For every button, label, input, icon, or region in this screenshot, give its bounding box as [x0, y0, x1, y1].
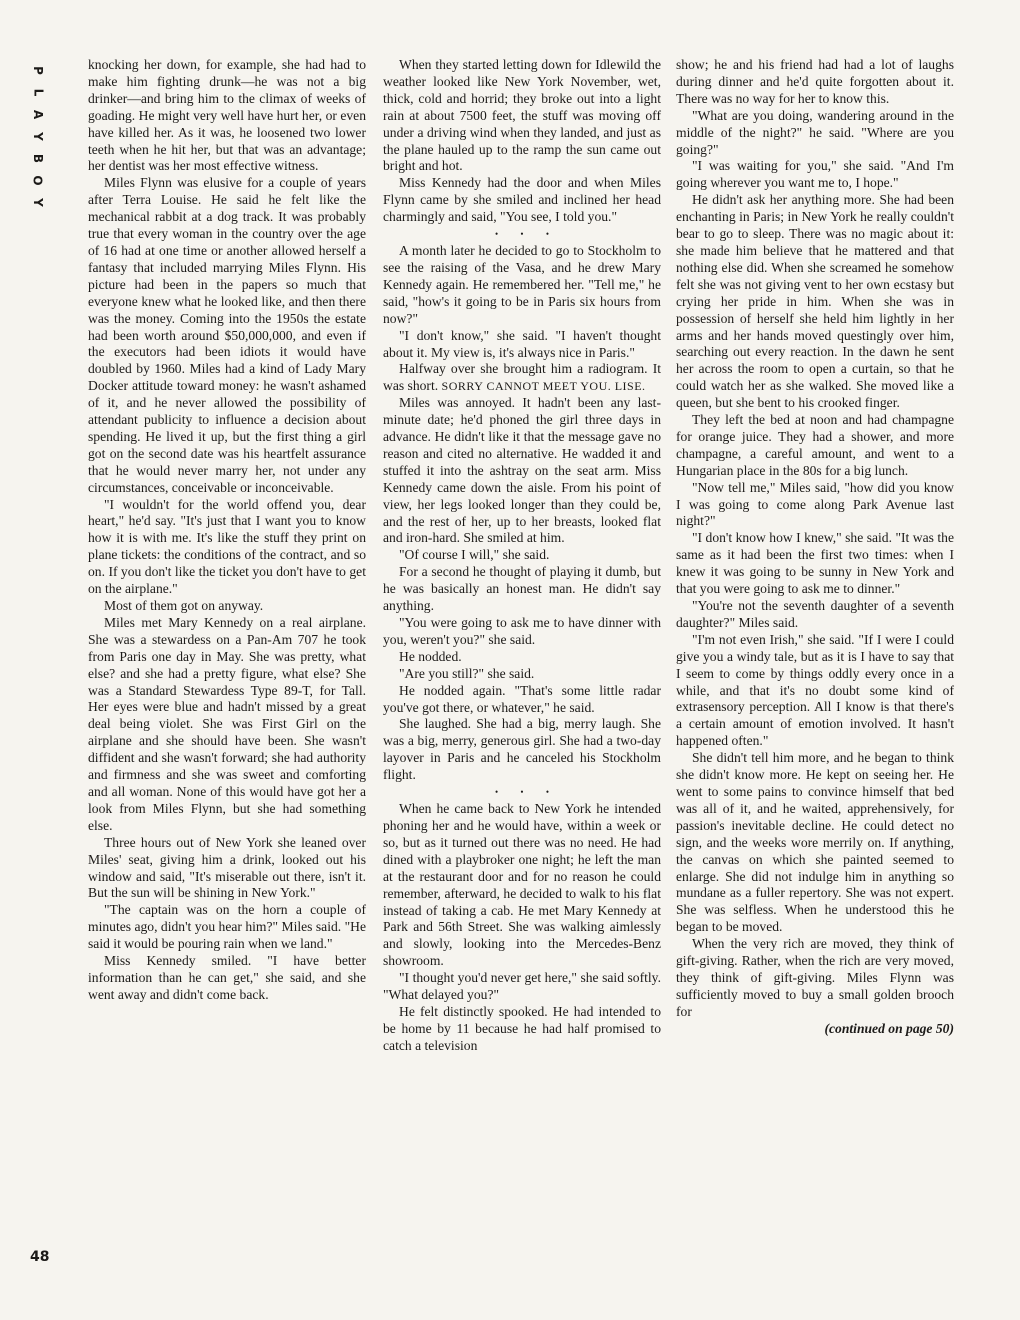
paragraph: "I thought you'd never get here," she said softly. "What delayed you?"	[383, 970, 661, 1003]
paragraph: He nodded again. "That's some little radar you've got there, or whatever," he said.	[383, 682, 661, 715]
paragraph: "The captain was on the horn a couple of minutes ago, didn't you hear him?" Miles said. "He said it would be pouring rain when we land."	[88, 902, 366, 952]
paragraph-text: Halfway over she brought him a radiogram. It was short.	[383, 361, 661, 394]
paragraph: show; he and his friend had had a lot of laughs during dinner and he'd quite forgotten about it. There was no way for her to know this.	[676, 57, 954, 106]
paragraph: Miles met Mary Kennedy on a real airplane. She was a stewardess on a Pan-Am 707 he took from Paris one day in May. She was pretty, what else? and she had a pretty figure, what else? She was a Standard Stewardess Type 89-T, for Tall. Her eyes were blue and hadn't missed by a great deal being violet. She was First Girl on the airplane and she should have been. She wasn't diffident and she wasn't forward; she had authority and firmness and she was sweet and comforting and all woman. None of this would have got her a look from Miles Flynn, but she had something else.	[88, 614, 366, 833]
running-head-letter: B	[31, 153, 45, 165]
paragraph: He didn't ask her anything more. She had been enchanting in Paris; in New York he really couldn't bear to go to sleep. There was no magic about it: she made him believe that he mattered and that nothing else did. When she screamed he somehow felt she was not giving vent to her own ecstasy but crying her pride in him. When she was in possession of herself she held him lightly in her arms and her hands moved questingly over him, searching out every reaction. In the dawn he sent her across the room to open a curtain, so that he could watch her as she walked. She moved like a queen, but she bent to his crooked finger.	[676, 192, 954, 411]
paragraph: knocking her down, for example, she had had to make him fighting drunk—he was not a big drinker—and bring him to the climax of weeks of goading. He might very well have hurt her, or even have killed her. As it was, he loosened two lower teeth when he hit her, but that was an advantage; her dentist was her most effective witness.	[88, 57, 366, 174]
running-head-letter: P	[30, 66, 45, 76]
paragraph: For a second he thought of playing it dumb, but he was basically an honest man. He didn't say anything.	[383, 564, 661, 614]
paragraph: "I'm not even Irish," she said. "If I were I could give you a windy tale, but as it is I have to say that I seem to come by things oddly every once in a while, and that it's no doubt some kind of extrasensory perception. All I know is that there's a certain amount of emotion involved. It hasn't happened often."	[676, 631, 954, 749]
running-head-letter: L	[31, 88, 45, 98]
paragraph: Most of them got on anyway.	[104, 598, 264, 613]
text-column-2	[383, 57, 661, 1055]
paragraph: "Now tell me," Miles said, "how did you know I was going to come along Park Avenue last night?"	[676, 479, 954, 529]
paragraph: He felt distinctly spooked. He had intended to be home by 11 because he had half promised to catch a television	[383, 1003, 661, 1053]
running-head	[18, 60, 58, 214]
paragraph: "You were going to ask me to have dinner with you, weren't you?" she said.	[383, 615, 661, 647]
paragraph: Three hours out of New York she leaned over Miles' seat, giving him a drink, looked out his window and said, "It's miserable out there, isn't it. But the sun will be shining in New York."	[88, 834, 366, 901]
running-head-letter: Y	[30, 132, 45, 142]
paragraph: "Of course I will," she said.	[399, 547, 550, 563]
running-head-letter: A	[30, 109, 45, 121]
paragraph: "What are you doing, wandering around in the middle of the night?" he said. "Where are you going?"	[676, 107, 954, 157]
paragraph: "I don't know," she said. "I haven't thought about it. My view is, it's always nice in Paris."	[383, 327, 661, 360]
radiogram-text: SORRY CANNOT MEET YOU. LISE.	[441, 379, 646, 394]
paragraph: "You're not the seventh daughter of a seventh daughter?" Miles said.	[676, 598, 954, 630]
paragraph: "I was waiting for you," she said. "And I'm going wherever you want me to, I hope."	[676, 158, 954, 191]
paragraph: Miss Kennedy had the door and when Miles Flynn came by she smiled and inclined her head charmingly and said, "You see, I told you."	[383, 175, 661, 225]
paragraph: "I wouldn't for the world offend you, dear heart," he'd say. "It's just that I want you to know how it is with me. It's like the stuff they print on plane tickets: the conditions of the contract, and so on. If you don't like the ticket you don't have to get on the airplane."	[88, 496, 366, 597]
paragraph: Miles Flynn was elusive for a couple of years after Terra Louise. He said he felt like the mechanical rabbit at a dog track. It was probably true that every woman in the country over the age of 16 had at one time or another allowed herself a fantasy that included marrying Miles Flynn. His picture had been in the papers so much that everyone knew what he looked like, and then there was the money. Coming into the 1950s the estate had been worth around $50,000,000, and even if the executors had been idiots it would have doubled by 1960. Miles had a kind of Lady Mary Docker attitude toward money: he wasn't ashamed of it, and he never allowed the possibility of attendant publicity to influence a decision about spending. He lived it up, but the first thing a girl got on the second date was his heartfelt assurance that he would never marry her, not under any circumstances, conceivable or inconceivable.	[88, 175, 366, 495]
text-column-3	[676, 57, 954, 1038]
paragraph	[383, 361, 661, 395]
section-break: • • •	[495, 229, 559, 240]
text-column-1	[88, 57, 366, 1004]
paragraph: When the very rich are moved, they think of gift-giving. Rather, when the rich are very moved, they think of gift-giving. Miles Flynn was sufficiently moved to buy a small golden brooch for	[676, 936, 954, 1019]
paragraph: She didn't tell him more, and he began to think she didn't know more. He kept on seeing her. He went to some pains to convince himself that bed was all of it, and he waited, apprehensively, for passion's inevitable decline. He could detect no sign, and the weeks wore merrily on. If anything, the canvas on which she painted seemed to enlarge. She did not indulge him in anything so mundane as a fuller repertory. She was not expert. She was selfless. When he understood this he began to be moved.	[676, 750, 954, 935]
paragraph: She laughed. She had a big, merry laugh. She was a big, merry, generous girl. She had a two-day layover in Paris and he canceled his Stockholm flight.	[383, 716, 661, 783]
paragraph: "Are you still?" she said.	[399, 665, 535, 681]
paragraph: When they started letting down for Idlewild the weather looked like New York November, wet, thick, cold and horrid; they broke out into a light rain at about 7500 feet, the stuff was moving off under a driving wind when they landed, and just as the plane hauled up to the ramp the sun came out bright and hot.	[383, 57, 661, 174]
paragraph: "I don't know how I knew," she said. "It was the same as it had been the first two times: when I knew it was going to be sunny in New York and that you were going to ask me to dinner."	[676, 530, 954, 597]
running-head-letter: Y	[30, 198, 45, 208]
paragraph: When he came back to New York he intended phoning her and he would have, within a week or so, but as it turned out there was no need. He had dined with a playbroker one night; he left the man at the restaurant door and for no reason he could remember, afterward, he decided to walk to his flat instead of taking a cab. He met Mary Kennedy at Park and 56th Street. She was walking aimlessly and slowly, looking into the Mercedes-Benz showroom.	[383, 801, 661, 969]
running-head-letter: O	[30, 175, 45, 187]
paragraph: A month later he decided to go to Stockholm to see the raising of the Vasa, and he drew Mary Kennedy again. He remembered her. "Tell me," he said, "how's it going to be in Paris six hours from now?"	[383, 243, 661, 326]
section-break: • • •	[495, 787, 559, 798]
page-number: 48	[30, 1249, 50, 1265]
continued-line: (continued on page 50)	[824, 1020, 954, 1036]
paragraph: Miss Kennedy smiled. "I have better information than he can get," she said, and she went away and didn't come back.	[88, 953, 366, 1002]
paragraph: He nodded.	[399, 648, 462, 664]
paragraph: They left the bed at noon and had champagne for orange juice. They had a shower, and more champagne, a careful amount, and went to a Hungarian place in the 80s for a big lunch.	[676, 412, 954, 478]
paragraph: Miles was annoyed. It hadn't been any last-minute date; he'd phoned the girl three days in advance. He didn't like it that the message gave no reason and cited no alternative. He wadded it and stuffed it into the ashtray on the seat arm. Miss Kennedy came down the aisle. From his point of view, her legs looked longer than they could be, and the rest of her, up to her breasts, looked flat and iron-hard. She smiled at him.	[383, 395, 661, 546]
